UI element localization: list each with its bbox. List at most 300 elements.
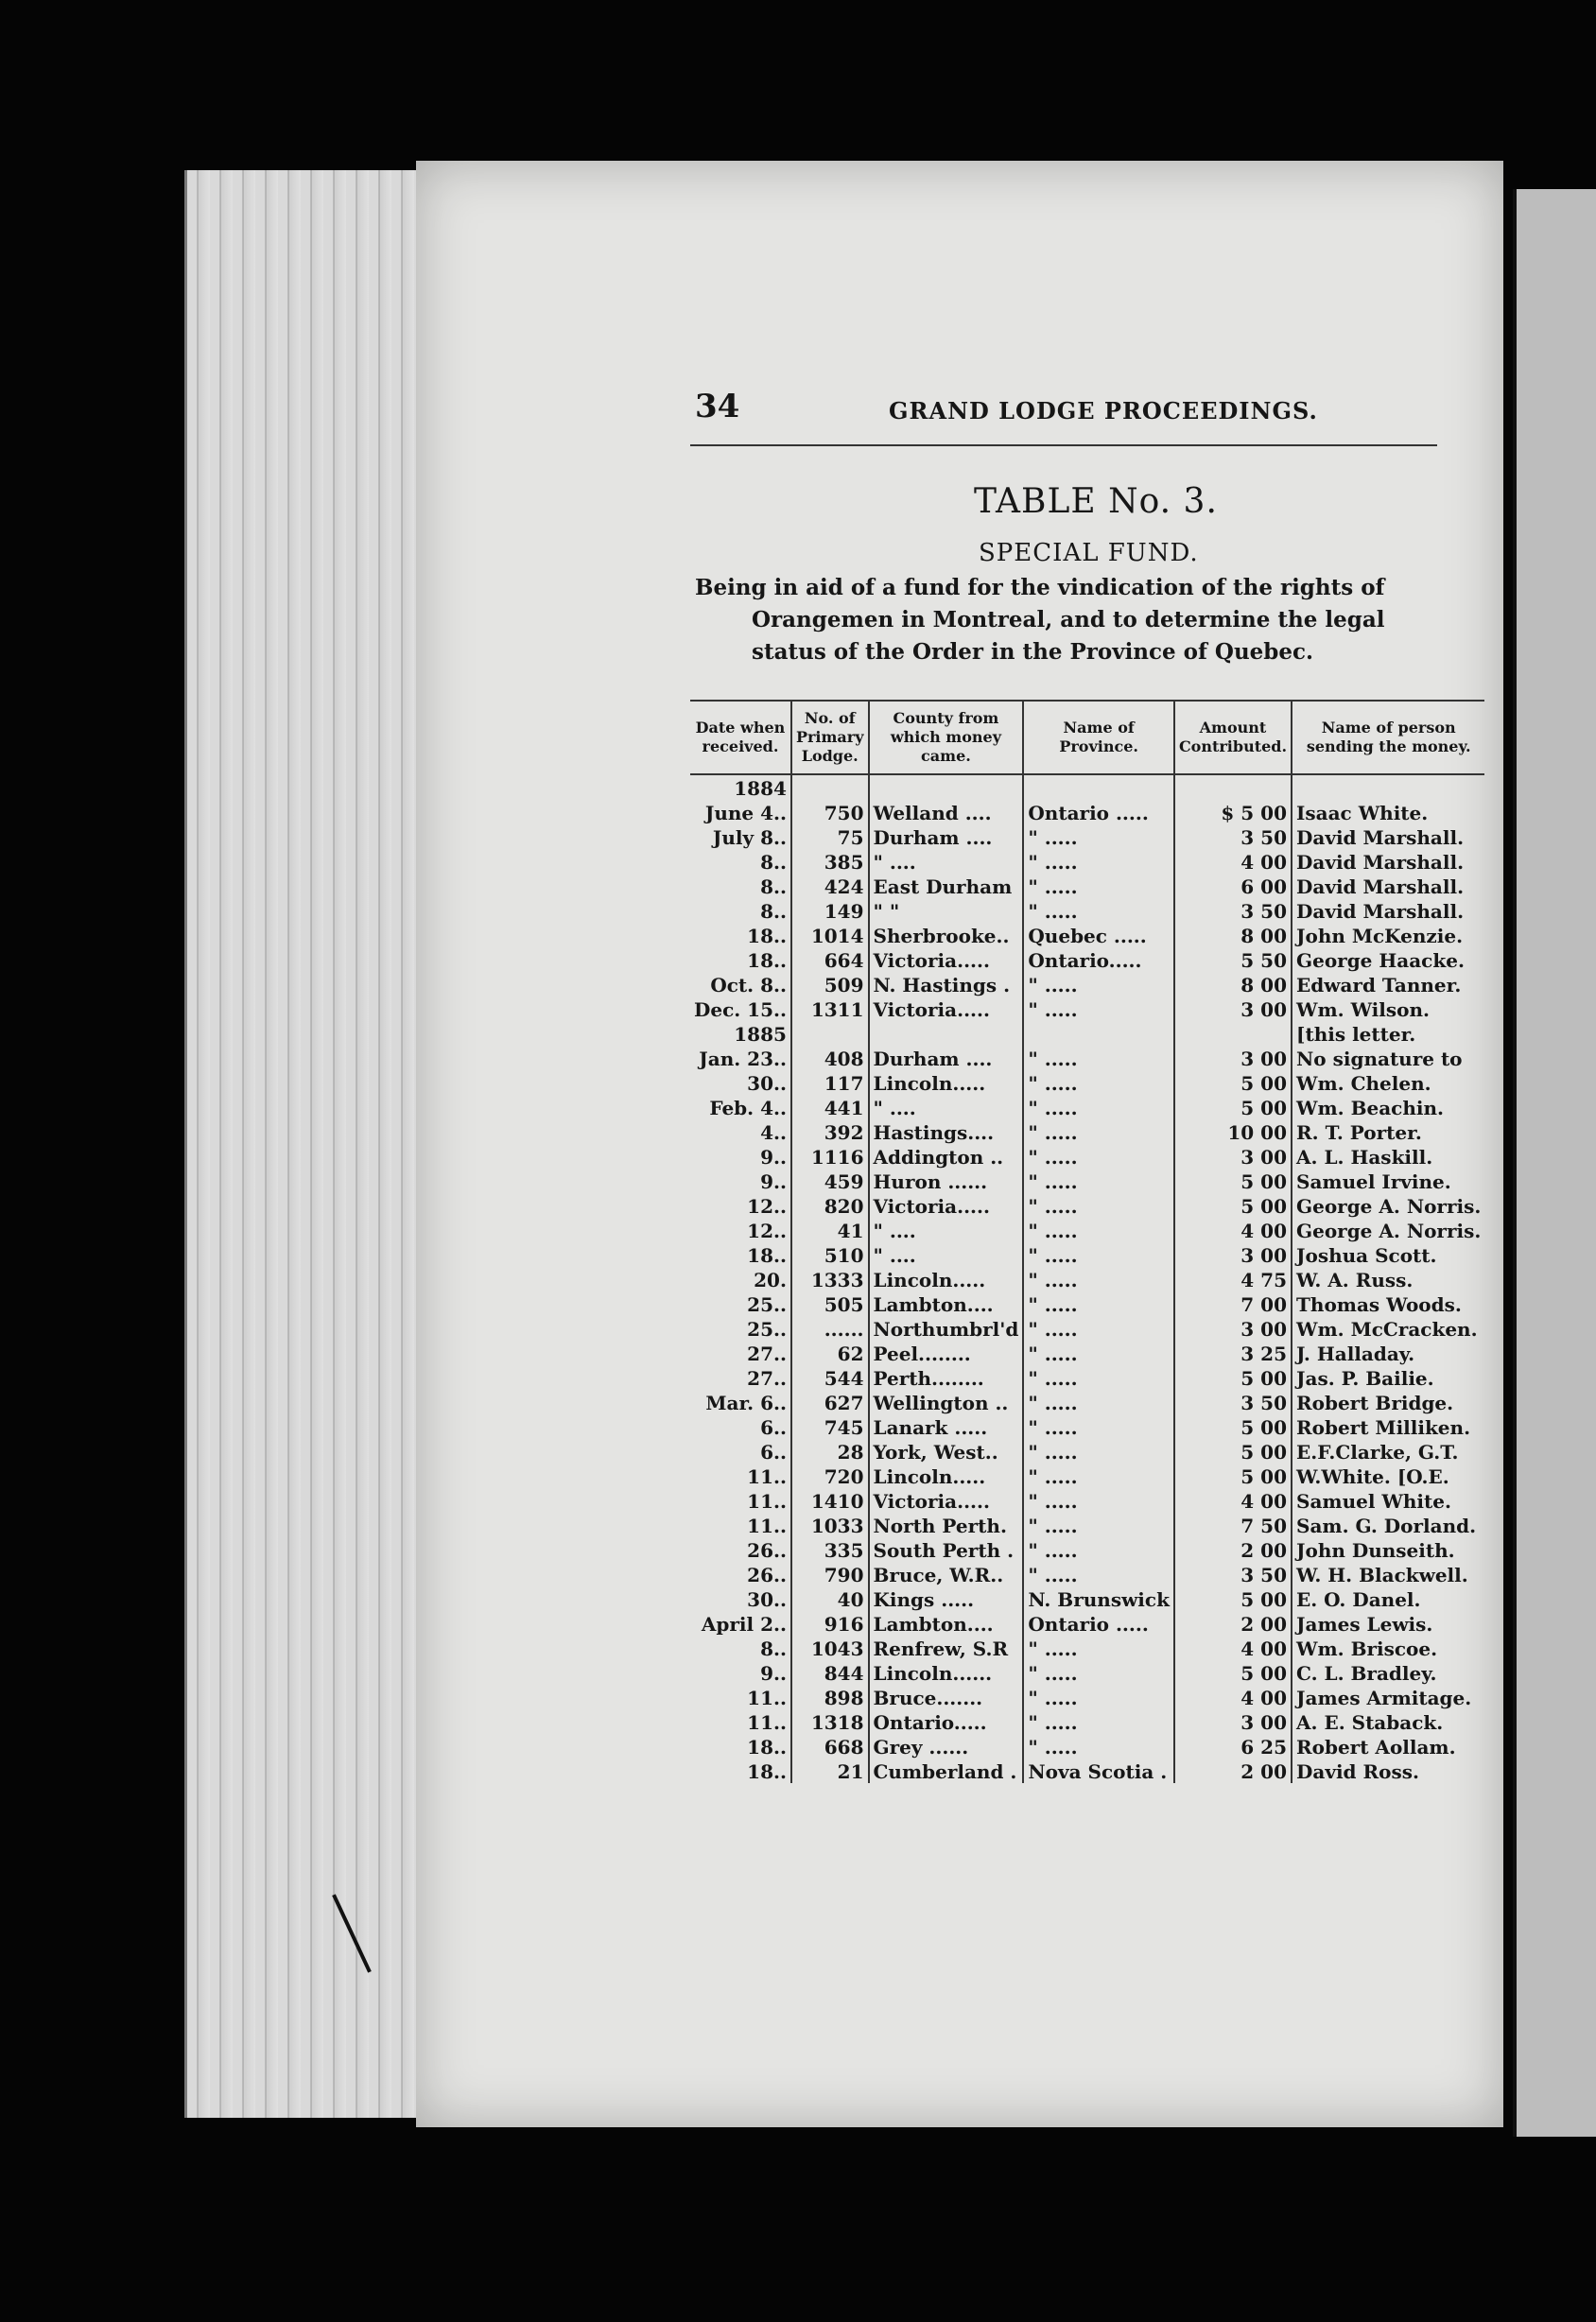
- table-body: [690, 774, 1484, 1783]
- cell-name: Wm. Wilson.: [1292, 996, 1484, 1021]
- cell-province: [1023, 774, 1174, 800]
- cell-date: June 4..: [704, 802, 787, 824]
- cell-county: Victoria.....: [869, 996, 1024, 1021]
- book-page: [416, 161, 1503, 2127]
- cell-county: N. Hastings .: [869, 972, 1024, 996]
- table-row: [690, 1193, 1484, 1218]
- cell-date: 6..: [760, 1441, 787, 1464]
- cell-date: 18..: [747, 1736, 787, 1759]
- cell-province: " .....: [1023, 849, 1174, 874]
- cell-date: 12..: [747, 1195, 787, 1218]
- cell-date: 25..: [747, 1293, 787, 1316]
- cell-province: " .....: [1023, 1488, 1174, 1513]
- cell-county: Lambton....: [869, 1611, 1024, 1636]
- cell-amount: $ 5 00: [1174, 800, 1292, 824]
- cell-county: Grey ......: [869, 1734, 1024, 1759]
- cell-name: Wm. Beachin.: [1292, 1095, 1484, 1119]
- cell-province: Quebec .....: [1023, 923, 1174, 947]
- cell-county: [869, 1021, 1024, 1046]
- cell-amount: 3 00: [1174, 1242, 1292, 1267]
- table-row: [690, 824, 1484, 849]
- cell-name: David Marshall.: [1292, 824, 1484, 849]
- table-title: TABLE No. 3.: [974, 482, 1218, 521]
- cell-province: " .....: [1023, 996, 1174, 1021]
- cell-amount: 3 00: [1174, 1046, 1292, 1070]
- cell-county: " ....: [869, 1218, 1024, 1242]
- cell-county: Durham ....: [869, 824, 1024, 849]
- cell-lodge: 509: [791, 972, 869, 996]
- cell-county: Addington ..: [869, 1144, 1024, 1169]
- cell-province: " .....: [1023, 1709, 1174, 1734]
- cell-amount: 8 00: [1174, 923, 1292, 947]
- cell-amount: 7 00: [1174, 1291, 1292, 1316]
- cell-province: " .....: [1023, 1242, 1174, 1267]
- table-row: [690, 1439, 1484, 1464]
- cell-province: " .....: [1023, 898, 1174, 923]
- table-row: [690, 1021, 1484, 1046]
- cell-name: W. H. Blackwell.: [1292, 1562, 1484, 1586]
- cell-date: Oct. 8..: [710, 974, 787, 996]
- table-row: [690, 1242, 1484, 1267]
- table-row: [690, 1685, 1484, 1709]
- table-row: [690, 1267, 1484, 1291]
- cell-county: Bruce.......: [869, 1685, 1024, 1709]
- cell-lodge: 21: [791, 1759, 869, 1783]
- cell-date: 18..: [747, 925, 787, 947]
- cell-county: Ontario.....: [869, 1709, 1024, 1734]
- cell-province: Ontario.....: [1023, 947, 1174, 972]
- cell-amount: 4 75: [1174, 1267, 1292, 1291]
- cell-lodge: 820: [791, 1193, 869, 1218]
- cell-name: C. L. Bradley.: [1292, 1660, 1484, 1685]
- cell-lodge: 75: [791, 824, 869, 849]
- cell-county: Sherbrooke..: [869, 923, 1024, 947]
- cell-lodge: 668: [791, 1734, 869, 1759]
- cell-name: John Dunseith.: [1292, 1537, 1484, 1562]
- cell-lodge: 790: [791, 1562, 869, 1586]
- cell-county: " ....: [869, 1095, 1024, 1119]
- cell-date: 12..: [747, 1220, 787, 1242]
- table-row: [690, 874, 1484, 898]
- column-header-amount: Amount Contributed.: [1174, 701, 1292, 774]
- cell-name: Jas. P. Bailie.: [1292, 1365, 1484, 1390]
- cell-lodge: 117: [791, 1070, 869, 1095]
- table-row: [690, 1488, 1484, 1513]
- cell-name: A. L. Haskill.: [1292, 1144, 1484, 1169]
- table-row: [690, 1464, 1484, 1488]
- cell-lodge: 750: [791, 800, 869, 824]
- cell-county: Peel........: [869, 1341, 1024, 1365]
- cell-amount: 3 25: [1174, 1341, 1292, 1365]
- cell-name: No signature to: [1292, 1046, 1484, 1070]
- cell-name: W. A. Russ.: [1292, 1267, 1484, 1291]
- cell-name: James Armitage.: [1292, 1685, 1484, 1709]
- cell-province: " .....: [1023, 1144, 1174, 1169]
- cell-lodge: 1033: [791, 1513, 869, 1537]
- cell-province: " .....: [1023, 1365, 1174, 1390]
- column-header-lodge: No. of Primary Lodge.: [791, 701, 869, 774]
- cell-name: Wm. McCracken.: [1292, 1316, 1484, 1341]
- cell-name: Robert Bridge.: [1292, 1390, 1484, 1414]
- cell-date: 8..: [760, 851, 787, 874]
- cell-county: Perth........: [869, 1365, 1024, 1390]
- cell-name: Wm. Briscoe.: [1292, 1636, 1484, 1660]
- cell-lodge: 392: [791, 1119, 869, 1144]
- cell-amount: 4 00: [1174, 849, 1292, 874]
- cell-province: " .....: [1023, 1218, 1174, 1242]
- cell-province: " .....: [1023, 1439, 1174, 1464]
- table-row: [690, 947, 1484, 972]
- cell-amount: 5 00: [1174, 1660, 1292, 1685]
- cell-date: 20.: [754, 1269, 787, 1291]
- cell-amount: 7 50: [1174, 1513, 1292, 1537]
- table-row: [690, 1316, 1484, 1341]
- cell-lodge: [791, 774, 869, 800]
- cell-name: E.F.Clarke, G.T.: [1292, 1439, 1484, 1464]
- cell-date: 1884: [734, 777, 787, 800]
- table-row: [690, 1734, 1484, 1759]
- cell-province: " .....: [1023, 1660, 1174, 1685]
- cell-county: Lincoln.....: [869, 1070, 1024, 1095]
- cell-lodge: 510: [791, 1242, 869, 1267]
- cell-name: Robert Aollam.: [1292, 1734, 1484, 1759]
- cell-county: Northumbrl'd: [869, 1316, 1024, 1341]
- table-row: [690, 1414, 1484, 1439]
- cell-county: Durham ....: [869, 1046, 1024, 1070]
- cell-county: Lanark .....: [869, 1414, 1024, 1439]
- cell-amount: 3 00: [1174, 996, 1292, 1021]
- cell-amount: 10 00: [1174, 1119, 1292, 1144]
- cell-province: " .....: [1023, 1513, 1174, 1537]
- cell-date: 11..: [747, 1711, 787, 1734]
- cell-county: Bruce, W.R..: [869, 1562, 1024, 1586]
- cell-name: George Haacke.: [1292, 947, 1484, 972]
- running-title: GRAND LODGE PROCEEDINGS.: [889, 397, 1318, 425]
- table-row: [690, 1095, 1484, 1119]
- cell-lodge: 664: [791, 947, 869, 972]
- table-row: [690, 1537, 1484, 1562]
- cell-name: E. O. Danel.: [1292, 1586, 1484, 1611]
- cell-date: 4..: [760, 1121, 787, 1144]
- cell-province: " .....: [1023, 1537, 1174, 1562]
- cell-province: " .....: [1023, 1316, 1174, 1341]
- cell-amount: [1174, 1021, 1292, 1046]
- table-row: [690, 898, 1484, 923]
- cell-province: " .....: [1023, 972, 1174, 996]
- cell-name: R. T. Porter.: [1292, 1119, 1484, 1144]
- cell-name: Wm. Chelen.: [1292, 1070, 1484, 1095]
- cell-lodge: 459: [791, 1169, 869, 1193]
- cell-name: George A. Norris.: [1292, 1193, 1484, 1218]
- cell-province: " .....: [1023, 1414, 1174, 1439]
- cell-province: " .....: [1023, 1267, 1174, 1291]
- cell-lodge: 1043: [791, 1636, 869, 1660]
- cell-name: Robert Milliken.: [1292, 1414, 1484, 1439]
- cell-amount: 5 00: [1174, 1439, 1292, 1464]
- cell-date: 25..: [747, 1318, 787, 1341]
- table-row: [690, 1341, 1484, 1365]
- cell-county: Lincoln.....: [869, 1267, 1024, 1291]
- cell-county: York, West..: [869, 1439, 1024, 1464]
- cell-name: David Marshall.: [1292, 849, 1484, 874]
- cell-lodge: 40: [791, 1586, 869, 1611]
- column-header-county: County from which money came.: [869, 701, 1024, 774]
- cell-date: 8..: [760, 1638, 787, 1660]
- table-row: [690, 774, 1484, 800]
- cell-amount: 3 00: [1174, 1144, 1292, 1169]
- cell-county: " ....: [869, 849, 1024, 874]
- cell-amount: 5 50: [1174, 947, 1292, 972]
- cell-county: Kings .....: [869, 1586, 1024, 1611]
- special-fund-table: [690, 700, 1484, 1783]
- cell-province: " .....: [1023, 1734, 1174, 1759]
- cell-county: [869, 774, 1024, 800]
- cell-province: " .....: [1023, 1636, 1174, 1660]
- cell-amount: 2 00: [1174, 1759, 1292, 1783]
- cell-county: Victoria.....: [869, 1193, 1024, 1218]
- cell-amount: 3 50: [1174, 1390, 1292, 1414]
- cell-date: 6..: [760, 1416, 787, 1439]
- cell-lodge: [791, 1021, 869, 1046]
- table-row: [690, 1586, 1484, 1611]
- cell-amount: 8 00: [1174, 972, 1292, 996]
- cell-date: 26..: [747, 1539, 787, 1562]
- cell-lodge: 41: [791, 1218, 869, 1242]
- cell-province: " .....: [1023, 1341, 1174, 1365]
- cell-lodge: 1311: [791, 996, 869, 1021]
- cell-date: Mar. 6..: [705, 1392, 787, 1414]
- column-header-date: Date when received.: [690, 701, 791, 774]
- cell-amount: 5 00: [1174, 1070, 1292, 1095]
- cell-province: " .....: [1023, 1464, 1174, 1488]
- cell-province: " .....: [1023, 874, 1174, 898]
- cell-amount: 3 50: [1174, 898, 1292, 923]
- cell-name: W.White. [O.E.: [1292, 1464, 1484, 1488]
- cell-lodge: 1116: [791, 1144, 869, 1169]
- cell-county: Welland ....: [869, 800, 1024, 824]
- table-row: [690, 1365, 1484, 1390]
- cell-name: James Lewis.: [1292, 1611, 1484, 1636]
- cell-date: Jan. 23..: [699, 1048, 787, 1070]
- cell-name: George A. Norris.: [1292, 1218, 1484, 1242]
- cell-name: David Marshall.: [1292, 874, 1484, 898]
- cell-county: Lambton....: [869, 1291, 1024, 1316]
- cell-name: David Marshall.: [1292, 898, 1484, 923]
- cell-date: 27..: [747, 1343, 787, 1365]
- table-row: [690, 1218, 1484, 1242]
- cell-county: Huron ......: [869, 1169, 1024, 1193]
- cell-amount: 3 50: [1174, 824, 1292, 849]
- cell-name: Thomas Woods.: [1292, 1291, 1484, 1316]
- table-description: Being in aid of a fund for the vindication of the rights of Orangemen in Montreal, and to determine the legal status of the Order in the Province of Quebec.: [695, 575, 1385, 665]
- cell-lodge: 916: [791, 1611, 869, 1636]
- table-row: [690, 849, 1484, 874]
- cell-county: Victoria.....: [869, 1488, 1024, 1513]
- cell-amount: 4 00: [1174, 1685, 1292, 1709]
- cell-amount: 3 00: [1174, 1709, 1292, 1734]
- cell-province: Ontario .....: [1023, 1611, 1174, 1636]
- cell-date: 18..: [747, 949, 787, 972]
- cell-date: 8..: [760, 875, 787, 898]
- table-row: [690, 972, 1484, 996]
- cell-amount: 5 00: [1174, 1365, 1292, 1390]
- cell-province: " .....: [1023, 824, 1174, 849]
- cell-lodge: 844: [791, 1660, 869, 1685]
- cell-name: Edward Tanner.: [1292, 972, 1484, 996]
- cell-name: David Ross.: [1292, 1759, 1484, 1783]
- cell-name: A. E. Staback.: [1292, 1709, 1484, 1734]
- header-rule: [690, 444, 1437, 446]
- cell-county: Wellington ..: [869, 1390, 1024, 1414]
- cell-county: Cumberland .: [869, 1759, 1024, 1783]
- facing-page-strip: [1513, 189, 1596, 2137]
- cell-name: Isaac White.: [1292, 800, 1484, 824]
- cell-province: " .....: [1023, 1685, 1174, 1709]
- cell-county: Victoria.....: [869, 947, 1024, 972]
- table-row: [690, 1636, 1484, 1660]
- table-header-row: [690, 701, 1484, 774]
- cell-lodge: ......: [791, 1316, 869, 1341]
- cell-county: North Perth.: [869, 1513, 1024, 1537]
- cell-amount: 2 00: [1174, 1611, 1292, 1636]
- cell-amount: [1174, 774, 1292, 800]
- cell-lodge: 28: [791, 1439, 869, 1464]
- cell-lodge: 408: [791, 1046, 869, 1070]
- cell-date: 30..: [747, 1588, 787, 1611]
- page-number: 34: [695, 388, 740, 425]
- cell-date: 30..: [747, 1072, 787, 1095]
- table-row: [690, 1611, 1484, 1636]
- cell-date: 9..: [760, 1146, 787, 1169]
- cell-date: 1885: [734, 1023, 787, 1046]
- cell-province: " .....: [1023, 1169, 1174, 1193]
- cell-county: Hastings....: [869, 1119, 1024, 1144]
- table-row: [690, 1119, 1484, 1144]
- cell-lodge: 441: [791, 1095, 869, 1119]
- cell-county: East Durham: [869, 874, 1024, 898]
- cell-date: 11..: [747, 1515, 787, 1537]
- cell-province: " .....: [1023, 1562, 1174, 1586]
- cell-date: Dec. 15..: [694, 998, 787, 1021]
- column-header-name: Name of person sending the money.: [1292, 701, 1484, 774]
- table-row: [690, 1070, 1484, 1095]
- cell-date: Feb. 4..: [709, 1097, 787, 1119]
- cell-lodge: 1410: [791, 1488, 869, 1513]
- table-row: [690, 1660, 1484, 1685]
- cell-county: Lincoln......: [869, 1660, 1024, 1685]
- table-row: [690, 1046, 1484, 1070]
- cell-date: 9..: [760, 1662, 787, 1685]
- cell-name: [this letter.: [1292, 1021, 1484, 1046]
- cell-name: Samuel Irvine.: [1292, 1169, 1484, 1193]
- cell-lodge: 335: [791, 1537, 869, 1562]
- cell-amount: 6 00: [1174, 874, 1292, 898]
- cell-lodge: 385: [791, 849, 869, 874]
- table-row: [690, 1390, 1484, 1414]
- column-header-province: Name of Province.: [1023, 701, 1174, 774]
- table-row: [690, 923, 1484, 947]
- cell-county: Lincoln.....: [869, 1464, 1024, 1488]
- cell-date: 26..: [747, 1564, 787, 1586]
- cell-amount: 5 00: [1174, 1586, 1292, 1611]
- table-row: [690, 1513, 1484, 1537]
- cell-date: 11..: [747, 1465, 787, 1488]
- cell-county: South Perth .: [869, 1537, 1024, 1562]
- cell-lodge: 1333: [791, 1267, 869, 1291]
- cell-amount: 3 50: [1174, 1562, 1292, 1586]
- cell-province: " .....: [1023, 1291, 1174, 1316]
- cell-province: N. Brunswick: [1023, 1586, 1174, 1611]
- cell-date: 18..: [747, 1760, 787, 1783]
- cell-lodge: 1318: [791, 1709, 869, 1734]
- table-row: [690, 1144, 1484, 1169]
- table-row: [690, 1562, 1484, 1586]
- cell-province: " .....: [1023, 1070, 1174, 1095]
- cell-amount: 4 00: [1174, 1636, 1292, 1660]
- cell-name: Joshua Scott.: [1292, 1242, 1484, 1267]
- table-row: [690, 1709, 1484, 1734]
- cell-lodge: 627: [791, 1390, 869, 1414]
- table-row: [690, 1291, 1484, 1316]
- cell-date: July 8..: [712, 826, 787, 849]
- cell-county: " ....: [869, 1242, 1024, 1267]
- cell-lodge: 898: [791, 1685, 869, 1709]
- table-subtitle: SPECIAL FUND.: [979, 539, 1199, 567]
- table-row: [690, 800, 1484, 824]
- cell-province: " .....: [1023, 1390, 1174, 1414]
- cell-amount: 5 00: [1174, 1169, 1292, 1193]
- table-row: [690, 996, 1484, 1021]
- cell-name: John McKenzie.: [1292, 923, 1484, 947]
- cell-amount: 6 25: [1174, 1734, 1292, 1759]
- cell-province: Nova Scotia .: [1023, 1759, 1174, 1783]
- cell-province: Ontario .....: [1023, 800, 1174, 824]
- cell-name: J. Halladay.: [1292, 1341, 1484, 1365]
- cell-date: 18..: [747, 1244, 787, 1267]
- cell-lodge: 544: [791, 1365, 869, 1390]
- cell-lodge: 149: [791, 898, 869, 923]
- cell-province: " .....: [1023, 1119, 1174, 1144]
- cell-amount: 5 00: [1174, 1193, 1292, 1218]
- cell-province: " .....: [1023, 1046, 1174, 1070]
- cell-date: 11..: [747, 1687, 787, 1709]
- cell-date: 9..: [760, 1170, 787, 1193]
- cell-name: Sam. G. Dorland.: [1292, 1513, 1484, 1537]
- cell-province: " .....: [1023, 1193, 1174, 1218]
- table-row: [690, 1169, 1484, 1193]
- cell-county: Renfrew, S.R: [869, 1636, 1024, 1660]
- cell-name: [1292, 774, 1484, 800]
- cell-lodge: 745: [791, 1414, 869, 1439]
- cell-lodge: 424: [791, 874, 869, 898]
- cell-lodge: 1014: [791, 923, 869, 947]
- cell-lodge: 505: [791, 1291, 869, 1316]
- cell-province: [1023, 1021, 1174, 1046]
- cell-province: " .....: [1023, 1095, 1174, 1119]
- cell-date: 27..: [747, 1367, 787, 1390]
- cell-lodge: 62: [791, 1341, 869, 1365]
- cell-date: 11..: [747, 1490, 787, 1513]
- cell-date: 8..: [760, 900, 787, 923]
- cell-amount: 5 00: [1174, 1464, 1292, 1488]
- cell-amount: 5 00: [1174, 1095, 1292, 1119]
- cell-amount: 5 00: [1174, 1414, 1292, 1439]
- table-row: [690, 1759, 1484, 1783]
- cell-county: " ": [869, 898, 1024, 923]
- cell-amount: 4 00: [1174, 1218, 1292, 1242]
- cell-lodge: 720: [791, 1464, 869, 1488]
- cell-amount: 2 00: [1174, 1537, 1292, 1562]
